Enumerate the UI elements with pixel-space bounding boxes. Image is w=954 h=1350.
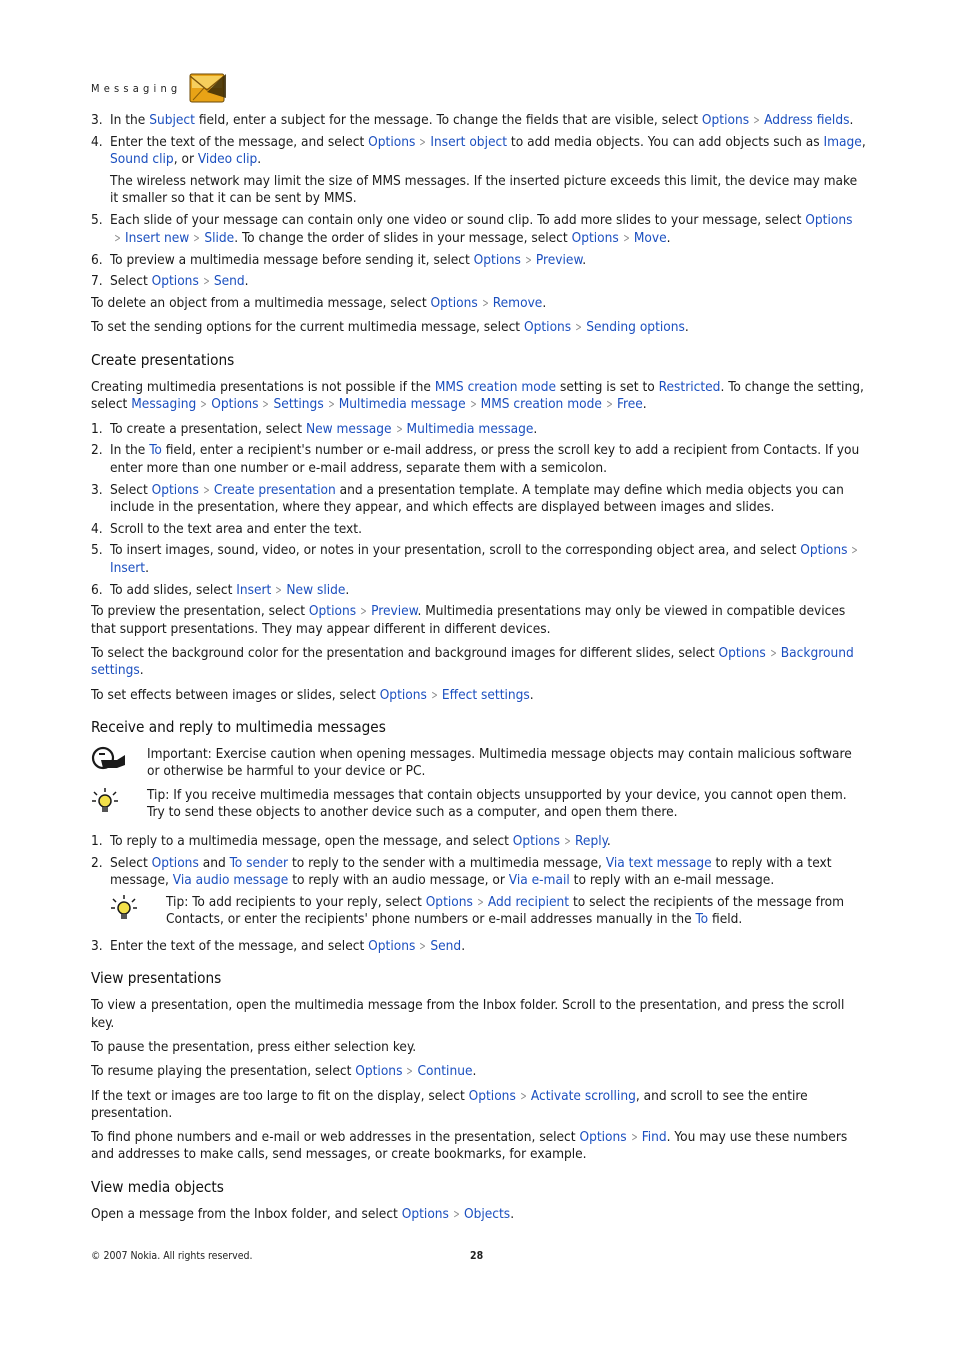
text-run: To set effects between images or slides, select <box>91 686 380 703</box>
heading-create-presentations: Create presentations <box>91 350 235 369</box>
list-text <box>110 521 866 538</box>
text-run: To preview the presentation, select <box>91 603 309 620</box>
important-note <box>91 746 866 781</box>
text-run: Enter the text of the message, and select <box>110 133 369 150</box>
menu-command: Multimedia message <box>338 396 466 413</box>
steps-top <box>91 112 866 168</box>
text-run: Open a message from the Inbox folder, and select <box>91 1206 402 1223</box>
list-number: 3. <box>91 481 103 498</box>
menu-separator-icon: > <box>520 1088 527 1103</box>
text-run: , or <box>173 151 198 168</box>
text-run: . You may use these numbers and addresses to make calls, send messages, or create bookmarks, for example. <box>91 1129 848 1163</box>
menu-separator-icon: > <box>193 230 200 245</box>
menu-separator-icon: > <box>431 687 438 702</box>
steps-reply-2 <box>91 938 866 955</box>
text-run: setting is set to <box>556 379 659 396</box>
list-item <box>91 212 866 247</box>
menu-command: To <box>695 911 709 928</box>
para-media <box>91 1206 866 1223</box>
section-title: Messaging <box>91 81 182 95</box>
menu-command: Options <box>379 686 427 703</box>
text-run: To create a presentation, select <box>110 420 306 437</box>
list-item <box>91 273 866 290</box>
menu-command: MMS creation mode <box>480 396 602 413</box>
text-run: field, enter a subject for the message. To change the fields that are visible, select <box>194 112 702 128</box>
menu-command: Send <box>430 937 462 954</box>
menu-separator-icon: > <box>275 582 283 597</box>
menu-command: Options <box>523 319 572 336</box>
menu-separator-icon: > <box>395 421 403 436</box>
menu-command: Move <box>633 229 667 246</box>
menu-command: Options <box>425 894 473 911</box>
text-run: . Multimedia presentations may only be viewed in compatible devices that support presentations. They may appear different in different devices. <box>91 603 846 637</box>
list-text <box>110 212 866 247</box>
list-text <box>110 833 866 850</box>
text-run: . <box>684 319 689 336</box>
menu-command: Add recipient <box>487 894 570 911</box>
text-run: to reply to the sender with a multimedia message, <box>288 855 606 872</box>
menu-command: Insert object <box>430 133 508 150</box>
menu-command: Activate scrolling <box>530 1087 636 1104</box>
menu-separator-icon: > <box>203 274 210 289</box>
list-item <box>91 938 866 955</box>
text-run: . <box>533 420 538 437</box>
text-run: To find phone numbers and e-mail or web addresses in the presentation, select <box>91 1129 580 1146</box>
text-run: field. <box>708 911 743 928</box>
list-text <box>110 442 866 477</box>
menu-separator-icon: > <box>851 543 859 558</box>
text-run: . <box>666 229 671 246</box>
menu-command: Options <box>151 273 199 290</box>
menu-command: To <box>149 442 162 459</box>
text-run: , <box>861 133 866 150</box>
text-run: to reply with a text message, <box>110 855 832 889</box>
menu-command: To sender <box>229 855 289 872</box>
steps-create <box>91 421 866 599</box>
para-delete <box>91 295 866 312</box>
text-run: To select the background color for the presentation and background images for different slides, select <box>91 644 719 661</box>
menu-command: Options <box>571 229 619 246</box>
text-run: . <box>145 559 149 576</box>
menu-command: Options <box>579 1129 627 1146</box>
text-run: To reply to a multimedia message, open the message, and select <box>110 833 513 850</box>
para-sending <box>91 319 866 336</box>
list-item <box>91 482 866 517</box>
text-run: If the text or images are too large to fit on the display, select <box>91 1087 469 1104</box>
menu-separator-icon: > <box>419 134 427 149</box>
text-run: In the <box>110 442 150 459</box>
menu-command: MMS creation mode <box>434 379 557 396</box>
menu-command: Options <box>468 1087 516 1104</box>
tip-label: Tip: <box>147 786 170 803</box>
text-run: and a presentation template. A template may define which media objects you can include in the presentation, where they appear, and which effects are displayed between images and slides. <box>110 481 844 515</box>
text-run: To pause the presentation, press either selection key. <box>91 1038 417 1055</box>
list-text <box>110 252 866 269</box>
menu-command: Subject <box>149 112 195 128</box>
menu-separator-icon: > <box>482 296 489 311</box>
text-run: To resume playing the presentation, select <box>91 1063 356 1080</box>
menu-command: Options <box>473 251 521 268</box>
list-number: 6. <box>91 581 103 598</box>
menu-separator-icon: > <box>114 230 121 245</box>
menu-command: Slide <box>204 229 235 246</box>
text-run: . <box>542 295 547 312</box>
text-run: To add recipients to your reply, select <box>192 894 426 911</box>
footer-copyright: © 2007 Nokia. All rights reserved. <box>91 1250 253 1262</box>
menu-command: Sound clip <box>110 151 174 168</box>
list-item <box>91 112 866 129</box>
page-number: 28 <box>470 1250 484 1262</box>
menu-command: Options <box>368 937 416 954</box>
menu-command: Effect settings <box>441 686 530 703</box>
text-run: Select <box>110 273 152 290</box>
list-number: 2. <box>91 855 103 872</box>
view-paras <box>91 997 866 1163</box>
list-number: 1. <box>91 420 103 437</box>
menu-separator-icon: > <box>753 113 760 127</box>
list-text <box>110 855 866 890</box>
list-number: 4. <box>91 133 103 150</box>
text-run: Select <box>110 481 152 498</box>
menu-separator-icon: > <box>419 938 427 953</box>
menu-command: Options <box>512 833 560 850</box>
list-number: 2. <box>91 442 103 459</box>
menu-command: Options <box>355 1063 403 1080</box>
text-run: To view a presentation, open the multimedia message from the Inbox folder. Scroll to the presentation, and press the scroll key. <box>91 997 845 1031</box>
menu-command: Options <box>151 855 199 872</box>
list-text <box>110 273 866 290</box>
text-run: to reply with an audio message, or <box>288 872 509 889</box>
text-run: To preview a multimedia message before sending it, select <box>110 251 474 268</box>
menu-command: Send <box>213 273 245 290</box>
text-run: to reply with an e-mail message. <box>569 872 775 889</box>
list-text <box>110 421 866 438</box>
menu-command: Options <box>151 481 199 498</box>
menu-command: Options <box>800 542 848 559</box>
list-text <box>110 938 866 955</box>
text-run: To delete an object from a multimedia message, select <box>91 295 431 312</box>
menu-command: Background settings <box>91 644 854 679</box>
text-run: . <box>345 581 350 598</box>
paragraph <box>91 997 866 1032</box>
menu-command: Insert new <box>125 229 190 246</box>
menu-command: Preview <box>371 603 418 620</box>
list-text <box>110 112 866 129</box>
menu-command: Insert <box>236 581 272 598</box>
lightbulb-icon <box>110 894 138 922</box>
menu-command: Settings <box>273 396 324 413</box>
menu-command: Options <box>368 133 416 150</box>
paragraph <box>91 1088 866 1123</box>
list-item <box>91 855 866 890</box>
tip-add-recipients <box>110 894 866 929</box>
list-item <box>91 833 866 850</box>
menu-separator-icon: > <box>453 1207 460 1222</box>
text-run: . <box>849 112 854 128</box>
menu-separator-icon: > <box>623 230 630 245</box>
text-run: Enter the text of the message, and select <box>110 937 369 954</box>
list-number: 7. <box>91 273 103 290</box>
list-number: 3. <box>91 112 103 128</box>
menu-separator-icon: > <box>262 397 270 412</box>
list-text <box>110 134 866 169</box>
text-run: , and scroll to see the entire presentation. <box>91 1087 808 1121</box>
heading-view-media-objects: View media objects <box>91 1177 224 1196</box>
menu-separator-icon: > <box>469 397 477 412</box>
menu-command: Create presentation <box>213 481 336 498</box>
list-number: 6. <box>91 251 103 268</box>
list-item <box>91 521 866 538</box>
menu-command: Restricted <box>658 379 721 396</box>
list-item <box>91 442 866 477</box>
list-item <box>91 134 866 169</box>
step4-note: The wireless network may limit the size of MMS messages. If the inserted picture exceeds this limit, the device may make it smaller so that it can be sent by MMS. <box>110 172 858 207</box>
menu-separator-icon: > <box>630 1130 638 1145</box>
list-item <box>91 421 866 438</box>
menu-command: Options <box>211 396 259 413</box>
page-header <box>91 70 227 106</box>
menu-command: Via audio message <box>172 872 289 889</box>
page-content <box>91 112 866 1230</box>
para-effects <box>91 687 866 704</box>
list-number: 4. <box>91 520 103 537</box>
text-run: Creating multimedia presentations is not possible if the <box>91 379 435 396</box>
text-run: . <box>582 251 587 268</box>
list-item <box>91 582 866 599</box>
menu-separator-icon: > <box>575 320 582 335</box>
paragraph <box>91 1063 866 1080</box>
menu-command: New slide <box>286 581 346 598</box>
heading-receive-reply: Receive and reply to multimedia messages <box>91 717 386 736</box>
menu-command: Continue <box>417 1063 473 1080</box>
text-run: . <box>244 273 249 290</box>
menu-separator-icon: > <box>606 397 613 412</box>
list-item <box>91 542 866 577</box>
menu-separator-icon: > <box>328 397 335 412</box>
tip-label: Tip: <box>166 894 193 911</box>
text-run: In the <box>110 112 150 128</box>
menu-separator-icon: > <box>477 895 484 910</box>
menu-separator-icon: > <box>200 397 207 412</box>
menu-command: Find <box>641 1129 667 1146</box>
list-item <box>91 252 866 269</box>
menu-separator-icon: > <box>525 252 532 267</box>
text-run: to add media objects. You can add objects such as <box>507 133 824 150</box>
menu-command: Preview <box>535 251 583 268</box>
text-run: . <box>642 396 647 413</box>
menu-command: Multimedia message <box>406 420 534 437</box>
text-run: . <box>139 662 144 679</box>
text-run: To set the sending options for the current multimedia message, select <box>91 319 524 336</box>
menu-command: Free <box>616 396 643 413</box>
paragraph <box>91 1129 866 1164</box>
heading-view-presentations: View presentations <box>91 969 222 988</box>
menu-command: Options <box>401 1206 449 1223</box>
text-run: . <box>606 833 611 850</box>
text-run: . <box>529 686 534 703</box>
text-run: . <box>461 937 466 954</box>
important-label: Important: <box>147 746 212 763</box>
tip-text: If you receive multimedia messages that contain objects unsupported by your device, you cannot open them. Try to send these objects to another device such as a computer, and open them there. <box>147 786 847 820</box>
menu-command: Options <box>308 603 357 620</box>
text-run: field, enter a recipient's number or e-mail address, or press the scroll key to add a recipient from Contacts. If you enter more than one number or e-mail address, separate them with a semicolon. <box>110 442 860 476</box>
menu-command: Options <box>430 295 478 312</box>
list-text <box>110 582 866 599</box>
menu-command: New message <box>305 420 392 437</box>
list-text <box>110 482 866 517</box>
important-text: Exercise caution when opening messages. Multimedia message objects may contain malicious software or otherwise be harmful to your device or PC. <box>147 746 852 780</box>
steps-reply <box>91 833 866 889</box>
menu-command: Sending options <box>586 319 685 336</box>
menu-command: Address fields <box>764 112 850 128</box>
menu-command: Video clip <box>197 151 258 168</box>
menu-command: Remove <box>492 295 543 312</box>
list-text <box>110 542 866 577</box>
menu-command: Via text message <box>605 855 712 872</box>
para-create <box>91 379 866 414</box>
menu-command: Via e-mail <box>508 872 570 889</box>
text-run: . To change the setting, select <box>91 379 864 413</box>
menu-separator-icon: > <box>564 834 571 849</box>
text-run: . <box>472 1063 477 1080</box>
paragraph <box>91 1039 866 1056</box>
envelope-icon <box>187 70 227 106</box>
text-run: and <box>198 855 230 872</box>
text-run: To insert images, sound, video, or notes in your presentation, scroll to the corresponding object area, and select <box>110 542 801 559</box>
menu-command: Messaging <box>131 396 197 413</box>
text-run: Scroll to the text area and enter the text. <box>110 520 362 537</box>
tip-add-recipients-text <box>166 894 866 929</box>
list-number: 3. <box>91 937 103 954</box>
text-run: . <box>257 151 262 168</box>
menu-separator-icon: > <box>203 482 210 497</box>
text-run: . <box>510 1206 515 1223</box>
menu-separator-icon: > <box>770 645 777 660</box>
tip-note <box>91 787 866 822</box>
text-run: Select <box>110 855 152 872</box>
menu-command: Reply <box>575 833 607 850</box>
lightbulb-icon <box>91 787 119 815</box>
menu-command: Options <box>805 212 853 229</box>
list-number: 1. <box>91 833 103 850</box>
text-run: To add slides, select <box>110 581 237 598</box>
text-run: to select the recipients of the message from Contacts, or enter the recipients' phone numbers or e-mail addresses manually in the <box>166 894 845 928</box>
text-run: . To change the order of slides in your message, select <box>234 229 572 246</box>
steps-top-2 <box>91 212 866 290</box>
menu-command: Objects <box>463 1206 511 1223</box>
para-background <box>91 645 866 680</box>
menu-command: Options <box>718 644 766 661</box>
list-number: 5. <box>91 542 103 559</box>
menu-separator-icon: > <box>360 604 367 619</box>
menu-command: Image <box>823 133 862 150</box>
list-number: 5. <box>91 212 103 229</box>
menu-separator-icon: > <box>406 1064 414 1079</box>
warning-hand-icon <box>91 746 127 772</box>
text-run: Each slide of your message can contain only one video or sound clip. To add more slides to your message, select <box>110 212 806 229</box>
menu-command: Insert <box>110 559 146 576</box>
para-preview <box>91 603 866 638</box>
menu-command: Options <box>701 112 750 128</box>
